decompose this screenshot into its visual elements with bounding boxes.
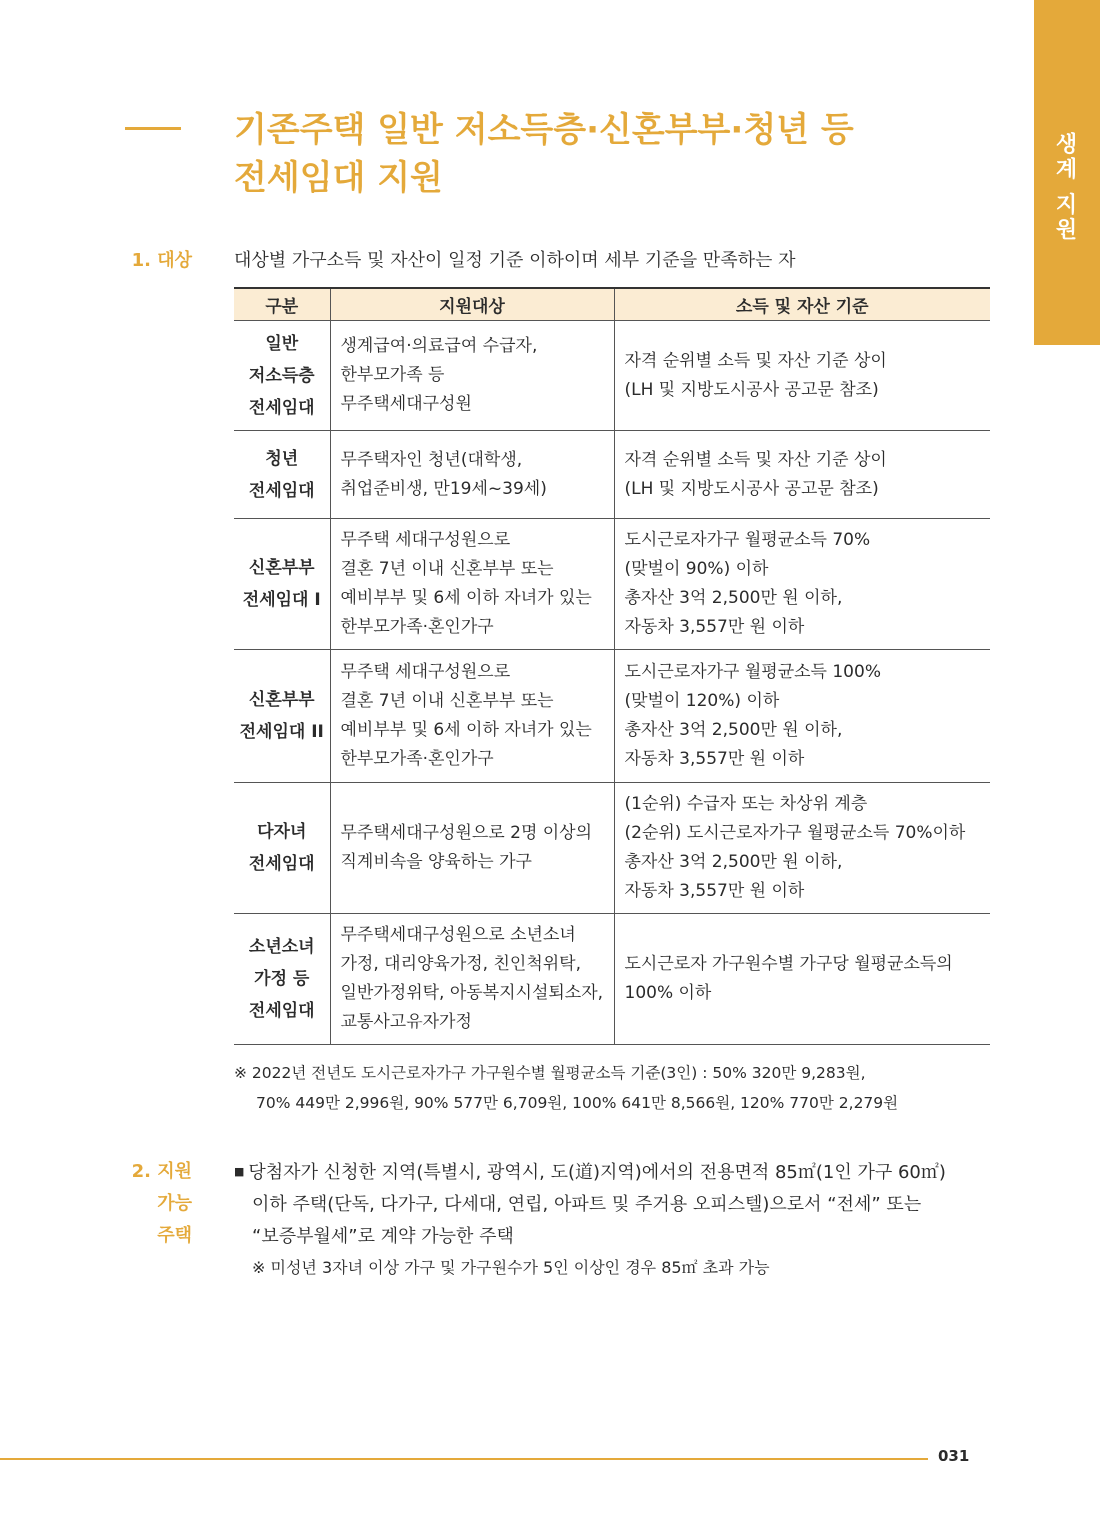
target-line: 취업준비생, 만19세~39세) (340, 478, 547, 499)
category-line: 전세임대 II (239, 722, 324, 742)
category-line: 청년 (265, 448, 299, 469)
row-criteria (614, 914, 990, 1045)
title-line: 전세임대 지원 (234, 158, 443, 198)
page-number: 031 (938, 1447, 970, 1465)
row-category (234, 431, 330, 519)
row-criteria (614, 783, 990, 914)
row-target (330, 321, 614, 431)
note-line: ※ 2022년 전년도 도시근로자가구 가구원수별 월평균소득 기준(3인) : 50% 320만 9,283원, (234, 1064, 866, 1082)
row-category (234, 650, 330, 783)
row-category (234, 914, 330, 1045)
section2-body (234, 1156, 994, 1283)
header-category: 구분 (234, 288, 330, 321)
criteria-line: 100% 이하 (624, 983, 712, 1003)
section2-body-line (234, 1156, 994, 1189)
section2-label-line: 주택 (157, 1225, 192, 1246)
criteria-line: (맞벌이 90%) 이하 (624, 559, 769, 579)
target-line: 한부모가족·혼인가구 (340, 617, 494, 637)
title-dash (125, 127, 181, 130)
row-category (234, 783, 330, 914)
target-line: 결혼 7년 이내 신혼부부 또는 (340, 559, 554, 579)
table-row (234, 519, 990, 650)
target-line: 무주택세대구성원으로 소년소녀 (340, 925, 576, 945)
footer-divider (0, 1458, 928, 1460)
target-line: 교통사고유자가정 (340, 1012, 472, 1032)
category-line: 다자녀 (257, 822, 307, 842)
target-line: 예비부부 및 6세 이하 자녀가 있는 (340, 588, 592, 608)
category-line: 전세임대 (248, 854, 315, 874)
criteria-line: 도시근로자가구 월평균소득 100% (624, 662, 881, 682)
category-line: 전세임대 I (242, 590, 321, 610)
row-target (330, 650, 614, 783)
criteria-line: 총자산 3억 2,500만 원 이하, (624, 588, 843, 608)
square-bullet-icon: ■ (234, 1165, 245, 1178)
criteria-line: (LH 및 지방도시공사 공고문 참조) (624, 478, 879, 499)
table-row (234, 321, 990, 431)
criteria-line: 자동차 3,557만 원 이하 (624, 881, 805, 901)
section2-body-line: “보증부월세”로 계약 가능한 주택 (252, 1226, 514, 1247)
target-line: 한부모가족·혼인가구 (340, 749, 494, 769)
criteria-line: 총자산 3억 2,500만 원 이하, (624, 720, 843, 740)
row-category (234, 519, 330, 650)
note-line: 70% 449만 2,996원, 90% 577만 6,709원, 100% 641만 8,566원, 120% 770만 2,279원 (256, 1094, 899, 1112)
category-line: 가정 등 (254, 969, 310, 989)
title-line: 기존주택 일반 저소득층·신혼부부·청년 등 (234, 110, 854, 150)
section2-label (110, 1156, 192, 1252)
target-line: 예비부부 및 6세 이하 자녀가 있는 (340, 720, 592, 740)
income-reference-note (234, 1058, 898, 1118)
criteria-line: (2순위) 도시근로자가구 월평균소득 70%이하 (624, 823, 966, 843)
row-category (234, 321, 330, 431)
criteria-line: 자동차 3,557만 원 이하 (624, 617, 805, 637)
criteria-line: (LH 및 지방도시공사 공고문 참조) (624, 379, 879, 400)
row-criteria (614, 650, 990, 783)
table-header-row (234, 288, 990, 321)
criteria-line: 도시근로자가구 월평균소득 70% (624, 530, 871, 550)
criteria-line: 자격 순위별 소득 및 자산 기준 상이 (624, 449, 887, 470)
criteria-line: 총자산 3억 2,500만 원 이하, (624, 852, 843, 872)
row-target (330, 783, 614, 914)
target-line: 일반가정위탁, 아동복지시설퇴소자, (340, 983, 604, 1003)
row-target (330, 914, 614, 1045)
target-line: 무주택자인 청년(대학생, (340, 449, 523, 470)
target-line: 한부모가족 등 (340, 365, 445, 385)
category-line: 저소득층 (248, 365, 315, 386)
target-line: 무주택 세대구성원으로 (340, 662, 511, 682)
criteria-line: 자격 순위별 소득 및 자산 기준 상이 (624, 350, 887, 371)
category-line: 신혼부부 (248, 690, 315, 710)
category-line: 전세임대 (248, 397, 315, 418)
category-line: 소년소녀 (248, 937, 315, 957)
body-text: 당첨자가 신청한 지역(특별시, 광역시, 도(道)지역)에서의 전용면적 85㎡(1인 가구 60㎡) (248, 1162, 946, 1183)
section2-label-line: 2. 지원 (131, 1161, 192, 1182)
table-row (234, 431, 990, 519)
target-line: 무주택세대구성원 (340, 394, 472, 414)
criteria-line: (1순위) 수급자 또는 차상위 계층 (624, 794, 868, 814)
category-line: 신혼부부 (248, 558, 315, 578)
target-line: 무주택세대구성원으로 2명 이상의 (340, 823, 593, 843)
section1-description: 대상별 가구소득 및 자산이 일정 기준 이하이며 세부 기준을 만족하는 자 (234, 250, 796, 271)
row-target (330, 519, 614, 650)
page-title (234, 106, 954, 202)
category-line: 전세임대 (248, 1001, 315, 1021)
section2-sub-note: ※ 미성년 3자녀 이상 가구 및 가구원수가 5인 이상인 경우 85㎡ 초과 가능 (252, 1258, 770, 1277)
criteria-line: 도시근로자 가구원수별 가구당 월평균소득의 (624, 954, 953, 974)
row-criteria (614, 431, 990, 519)
section2-body-line: 이하 주택(단독, 다가구, 다세대, 연립, 아파트 및 주거용 오피스텔)으로서 “전세” 또는 (252, 1194, 922, 1215)
target-line: 무주택 세대구성원으로 (340, 530, 511, 550)
table-row (234, 783, 990, 914)
category-line: 일반 (265, 333, 299, 354)
row-criteria (614, 321, 990, 431)
table-row (234, 650, 990, 783)
row-criteria (614, 519, 990, 650)
section1-label: 1. 대상 (131, 250, 192, 271)
side-tab-label: 생계 지원 (1052, 132, 1077, 243)
section2-label-line: 가능 (157, 1193, 192, 1214)
target-line: 가정, 대리양육가정, 친인척위탁, (340, 954, 582, 974)
header-criteria: 소득 및 자산 기준 (614, 288, 990, 321)
category-line: 전세임대 (248, 480, 315, 501)
criteria-line: 자동차 3,557만 원 이하 (624, 749, 805, 769)
target-line: 결혼 7년 이내 신혼부부 또는 (340, 691, 554, 711)
table-row (234, 914, 990, 1045)
row-target (330, 431, 614, 519)
header-target: 지원대상 (330, 288, 614, 321)
target-line: 직계비속을 양육하는 가구 (340, 852, 532, 872)
target-line: 생계급여·의료급여 수급자, (340, 336, 538, 356)
eligibility-table (234, 287, 990, 1045)
criteria-line: (맞벌이 120%) 이하 (624, 691, 780, 711)
